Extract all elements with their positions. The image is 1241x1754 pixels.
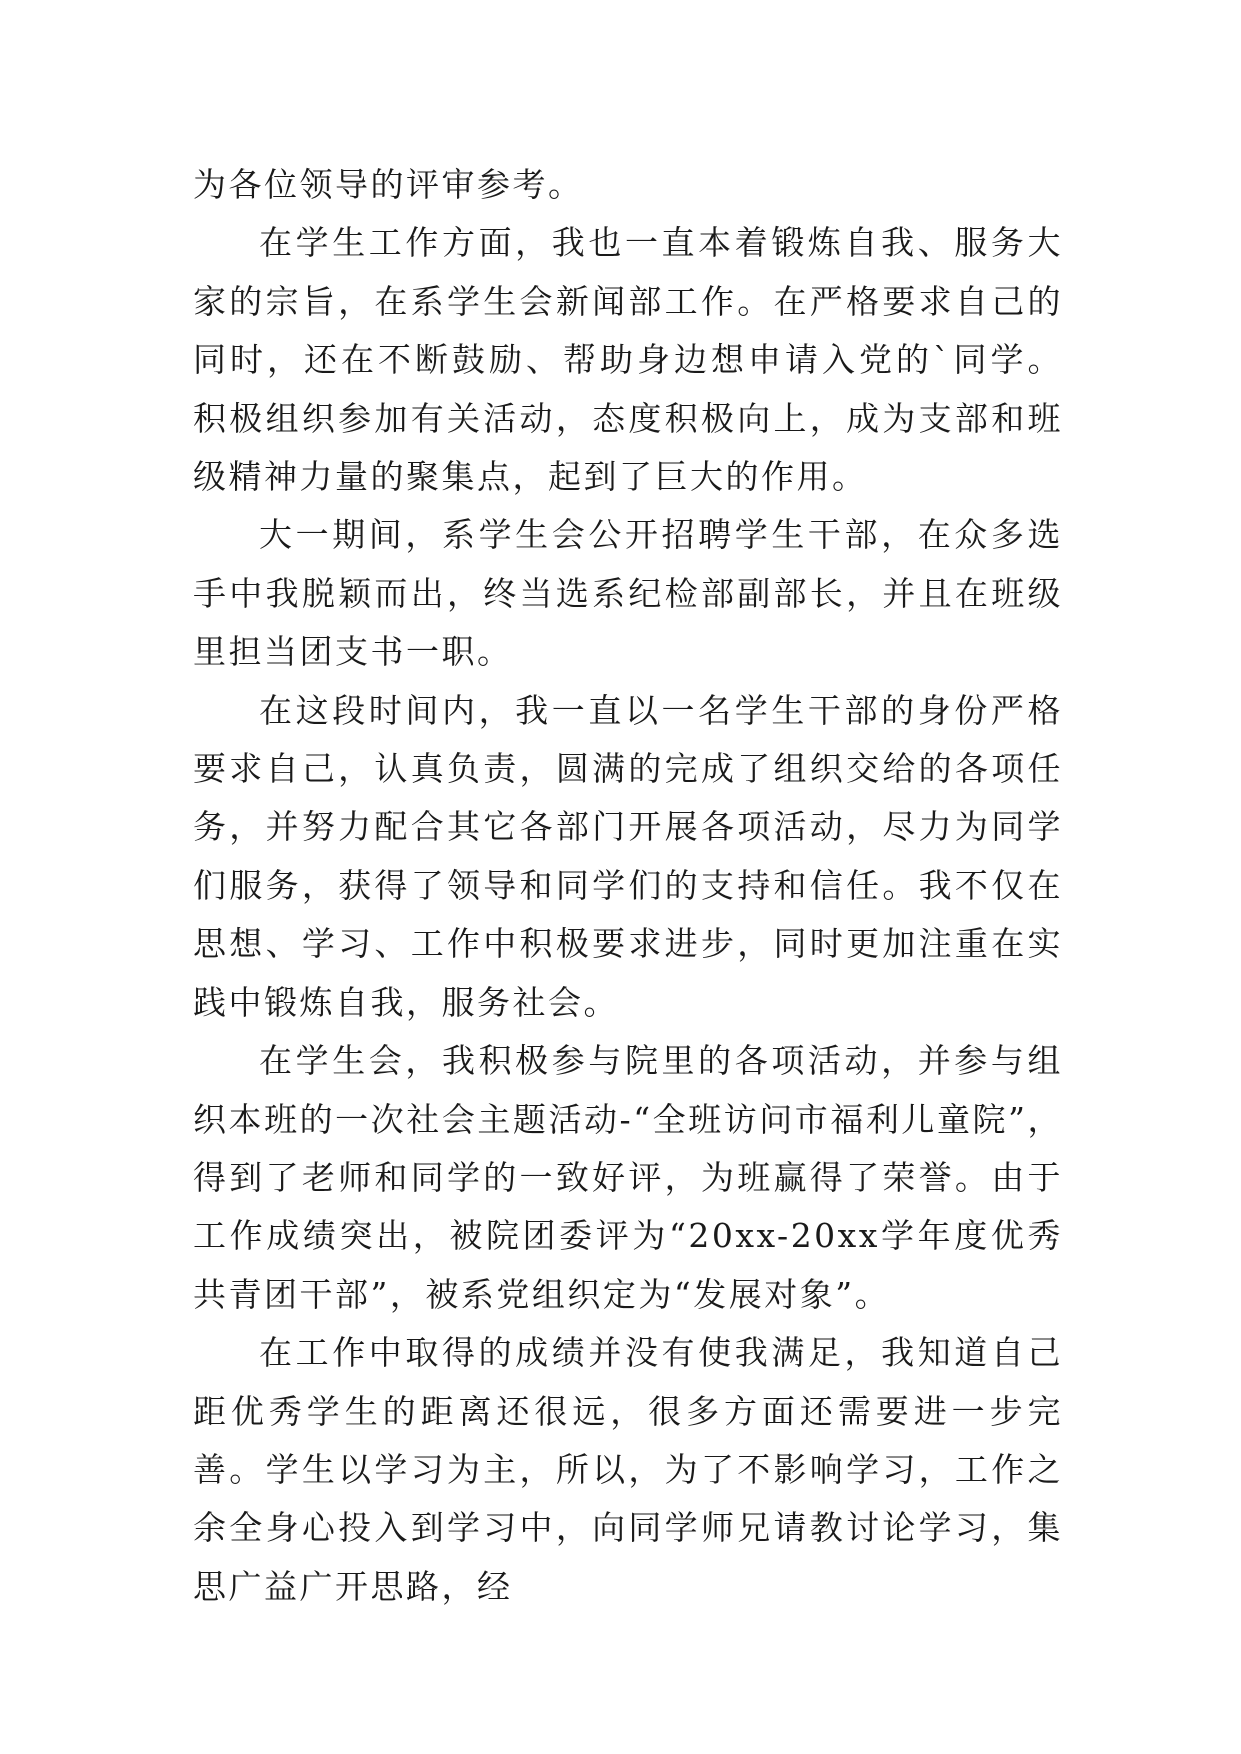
paragraph: 在工作中取得的成绩并没有使我满足，我知道自己距优秀学生的距离还很远，很多方面还需要进一步完善。学生以学习为主，所以，为了不影响学习，工作之余全身心投入到学习中，向同学师兄请教讨论学习，集思广益广开思路，经 [193,1333,1063,1606]
paragraph: 在学生工作方面，我也一直本着锻炼自我、服务大家的宗旨，在系学生会新闻部工作。在严格要求自己的同时，还在不断鼓励、帮助身边想申请入党的`同学。积极组织参加有关活动，态度积极向上，成为支部和班级精神力量的聚集点，起到了巨大的作用。 [193,223,1063,497]
paragraph: 在这段时间内，我一直以一名学生干部的身份严格要求自己，认真负责，圆满的完成了组织交给的各项任务，并努力配合其它各部门开展各项活动，尽力为同学们服务，获得了领导和同学们的支持和信任。我不仅在思想、学习、工作中积极要求进步，同时更加注重在实践中锻炼自我，服务社会。 [193,690,1063,1022]
document-body [193,156,1063,1616]
paragraph: 大一期间，系学生会公开招聘学生干部，在众多选手中我脱颖而出，终当选系纪检部副部长，并且在班级里担当团支书一职。 [193,515,1063,672]
paragraph: 在学生会，我积极参与院里的各项活动，并参与组织本班的一次社会主题活动-“全班访问市福利儿童院”，得到了老师和同学的一致好评，为班赢得了荣誉。由于工作成绩突出，被院团委评为“20xx-20xx学年度优秀共青团干部”，被系党组织定为“发展对象”。 [193,1041,1063,1314]
paragraph: 为各位领导的评审参考。 [193,165,584,204]
